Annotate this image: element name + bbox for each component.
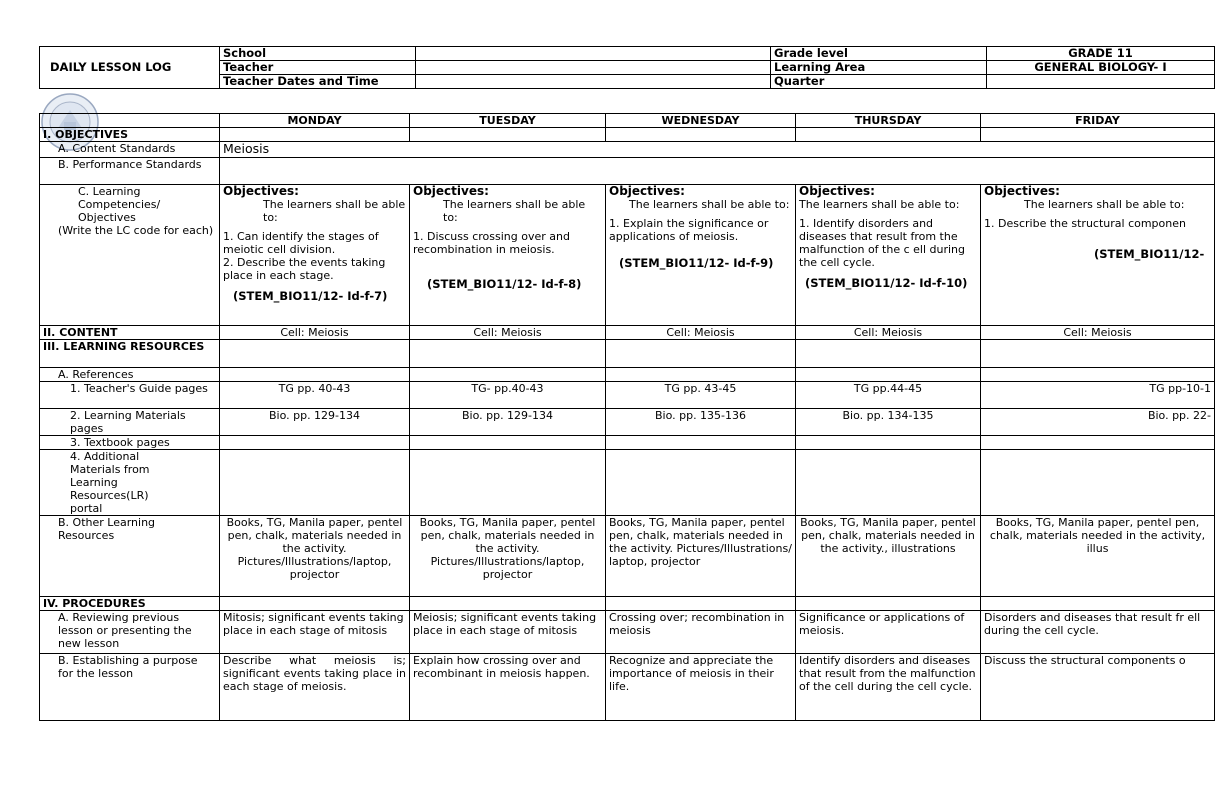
header-table — [39, 46, 1215, 89]
lc-code-tuesday: (STEM_BIO11/12- Id-f-8) — [427, 277, 582, 291]
lm-thursday: Bio. pp. 134-135 — [796, 409, 981, 436]
lm-tuesday: Bio. pp. 129-134 — [410, 409, 606, 436]
dates-value[interactable] — [416, 75, 771, 89]
content-friday: Cell: Meiosis — [981, 326, 1215, 340]
objectives-monday — [220, 185, 410, 326]
review-wednesday: Crossing over; recombination in meiosis — [606, 611, 796, 654]
purpose-label: B. Establishing a purpose for the lesson — [40, 654, 220, 721]
content-standards-value: Meiosis — [220, 142, 1215, 158]
objectives-intro-tuesday: The learners shall be able to: — [443, 198, 586, 224]
objectives-tuesday — [410, 185, 606, 326]
review-tuesday: Meiosis; significant events taking place in each stage of mitosis — [410, 611, 606, 654]
objectives-intro-thursday: The learners shall be able to: — [799, 198, 960, 211]
learning-area-value: GENERAL BIOLOGY- I — [987, 61, 1215, 75]
learning-resources-heading: III. LEARNING RESOURCES — [40, 340, 220, 368]
tg-friday: TG pp-10-1 — [981, 382, 1215, 409]
objective-item: 1. Describe the structural componen — [984, 217, 1186, 230]
lm-friday: Bio. pp. 22- — [981, 409, 1215, 436]
learning-materials-label: 2. Learning Materials pages — [40, 409, 220, 436]
content-tuesday: Cell: Meiosis — [410, 326, 606, 340]
content-standards-label: A. Content Standards — [40, 142, 220, 158]
performance-standards-value[interactable] — [220, 158, 1215, 185]
day-thursday: THURSDAY — [796, 114, 981, 128]
lc-code-monday: (STEM_BIO11/12- Id-f-7) — [233, 289, 388, 303]
other-resources-label: B. Other Learning Resources — [40, 516, 220, 597]
lesson-log-table — [39, 113, 1215, 721]
day-wednesday: WEDNESDAY — [606, 114, 796, 128]
objectives-thursday — [796, 185, 981, 326]
objectives-heading: I. OBJECTIVES — [40, 128, 220, 142]
objectives-heading-thursday: Objectives: — [799, 184, 875, 198]
lc-code-friday: (STEM_BIO11/12- — [1094, 247, 1205, 261]
lm-monday: Bio. pp. 129-134 — [220, 409, 410, 436]
grade-level-value: GRADE 11 — [987, 47, 1215, 61]
dates-label: Teacher Dates and Time — [220, 75, 416, 89]
day-friday: FRIDAY — [981, 114, 1215, 128]
objectives-wednesday — [606, 185, 796, 326]
procedures-heading: IV. PROCEDURES — [40, 597, 220, 611]
content-monday: Cell: Meiosis — [220, 326, 410, 340]
tg-wednesday: TG pp. 43-45 — [606, 382, 796, 409]
quarter-value[interactable] — [987, 75, 1215, 89]
objective-item: 1. Can identify the stages of meiotic cell division. — [223, 230, 379, 256]
tg-thursday: TG pp.44-45 — [796, 382, 981, 409]
reviewing-lesson-label: A. Reviewing previous lesson or presenting the new lesson — [40, 611, 220, 654]
learning-area-label: Learning Area — [771, 61, 987, 75]
other-tuesday: Books, TG, Manila paper, pentel pen, chalk, materials needed in the activity. Pictures/Illustrations/laptop, projector — [410, 516, 606, 597]
tg-tuesday: TG- pp.40-43 — [410, 382, 606, 409]
teacher-value[interactable] — [416, 61, 771, 75]
objectives-heading-wednesday: Objectives: — [609, 184, 685, 198]
lc-code-wednesday: (STEM_BIO11/12- Id-f-9) — [619, 256, 774, 270]
objectives-heading-tuesday: Objectives: — [413, 184, 489, 198]
objectives-intro-wednesday: The learners shall be able to: — [629, 198, 790, 211]
lc-code-thursday: (STEM_BIO11/12- Id-f-10) — [805, 276, 968, 290]
objectives-intro-monday: The learners shall be able to: — [263, 198, 406, 224]
purpose-tuesday: Explain how crossing over and recombinant in meiosis happen. — [410, 654, 606, 721]
corner-cell — [40, 114, 220, 128]
purpose-monday: Describe what meiosis is; significant events taking place in each stage of meiosis. — [220, 654, 410, 721]
performance-standards-label: B. Performance Standards — [40, 158, 220, 185]
content-thursday: Cell: Meiosis — [796, 326, 981, 340]
review-friday: Disorders and diseases that result fr ell during the cell cycle. — [981, 611, 1215, 654]
learning-competencies-label: C. Learning Competencies/ Objectives — [78, 185, 161, 224]
objectives-friday — [981, 185, 1215, 326]
objectives-heading-friday: Objectives: — [984, 184, 1060, 198]
learning-competencies-note: (Write the LC code for each) — [58, 224, 214, 237]
school-label: School — [220, 47, 416, 61]
quarter-label: Quarter — [771, 75, 987, 89]
objectives-heading-monday: Objectives: — [223, 184, 299, 198]
learning-competencies-cell — [40, 185, 220, 326]
textbook-label: 3. Textbook pages — [40, 436, 220, 450]
other-thursday: Books, TG, Manila paper, pentel pen, chalk, materials needed in the activity., illustrations — [796, 516, 981, 597]
teacher-label: Teacher — [220, 61, 416, 75]
objective-item: 1. Explain the significance or applications of meiosis. — [609, 217, 769, 243]
lm-wednesday: Bio. pp. 135-136 — [606, 409, 796, 436]
tg-monday: TG pp. 40-43 — [220, 382, 410, 409]
other-friday: Books, TG, Manila paper, pentel pen, chalk, materials needed in the activity, illus — [981, 516, 1215, 597]
page-title: DAILY LESSON LOG — [40, 47, 220, 89]
day-tuesday: TUESDAY — [410, 114, 606, 128]
review-monday: Mitosis; significant events taking place in each stage of mitosis — [220, 611, 410, 654]
day-monday: MONDAY — [220, 114, 410, 128]
grade-level-label: Grade level — [771, 47, 987, 61]
review-thursday: Significance or applications of meiosis. — [796, 611, 981, 654]
objective-item: 1. Discuss crossing over and recombination in meiosis. — [413, 230, 570, 256]
other-monday: Books, TG, Manila paper, pentel pen, chalk, materials needed in the activity. Pictures/Illustrations/laptop, projector — [220, 516, 410, 597]
content-heading: II. CONTENT — [40, 326, 220, 340]
objective-item: 2. Describe the events taking place in each stage. — [223, 256, 386, 282]
school-value[interactable] — [416, 47, 771, 61]
content-wednesday: Cell: Meiosis — [606, 326, 796, 340]
references-label: A. References — [40, 368, 220, 382]
teachers-guide-label: 1. Teacher's Guide pages — [40, 382, 220, 409]
objective-item: 1. Identify disorders and diseases that result from the malfunction of the c ell during the cell cycle. — [799, 217, 965, 269]
other-wednesday: Books, TG, Manila paper, pentel pen, chalk, materials needed in the activity. Pictures/Illustrations/ laptop, projector — [606, 516, 796, 597]
purpose-wednesday: Recognize and appreciate the importance of meiosis in their life. — [606, 654, 796, 721]
purpose-friday: Discuss the structural components o — [981, 654, 1215, 721]
purpose-thursday: Identify disorders and diseases that result from the malfunction of the cell during the cell cycle. — [796, 654, 981, 721]
additional-materials-label: 4. Additional Materials from Learning Resources(LR) portal — [40, 450, 220, 516]
objectives-intro-friday: The learners shall be able to: — [1024, 198, 1185, 211]
